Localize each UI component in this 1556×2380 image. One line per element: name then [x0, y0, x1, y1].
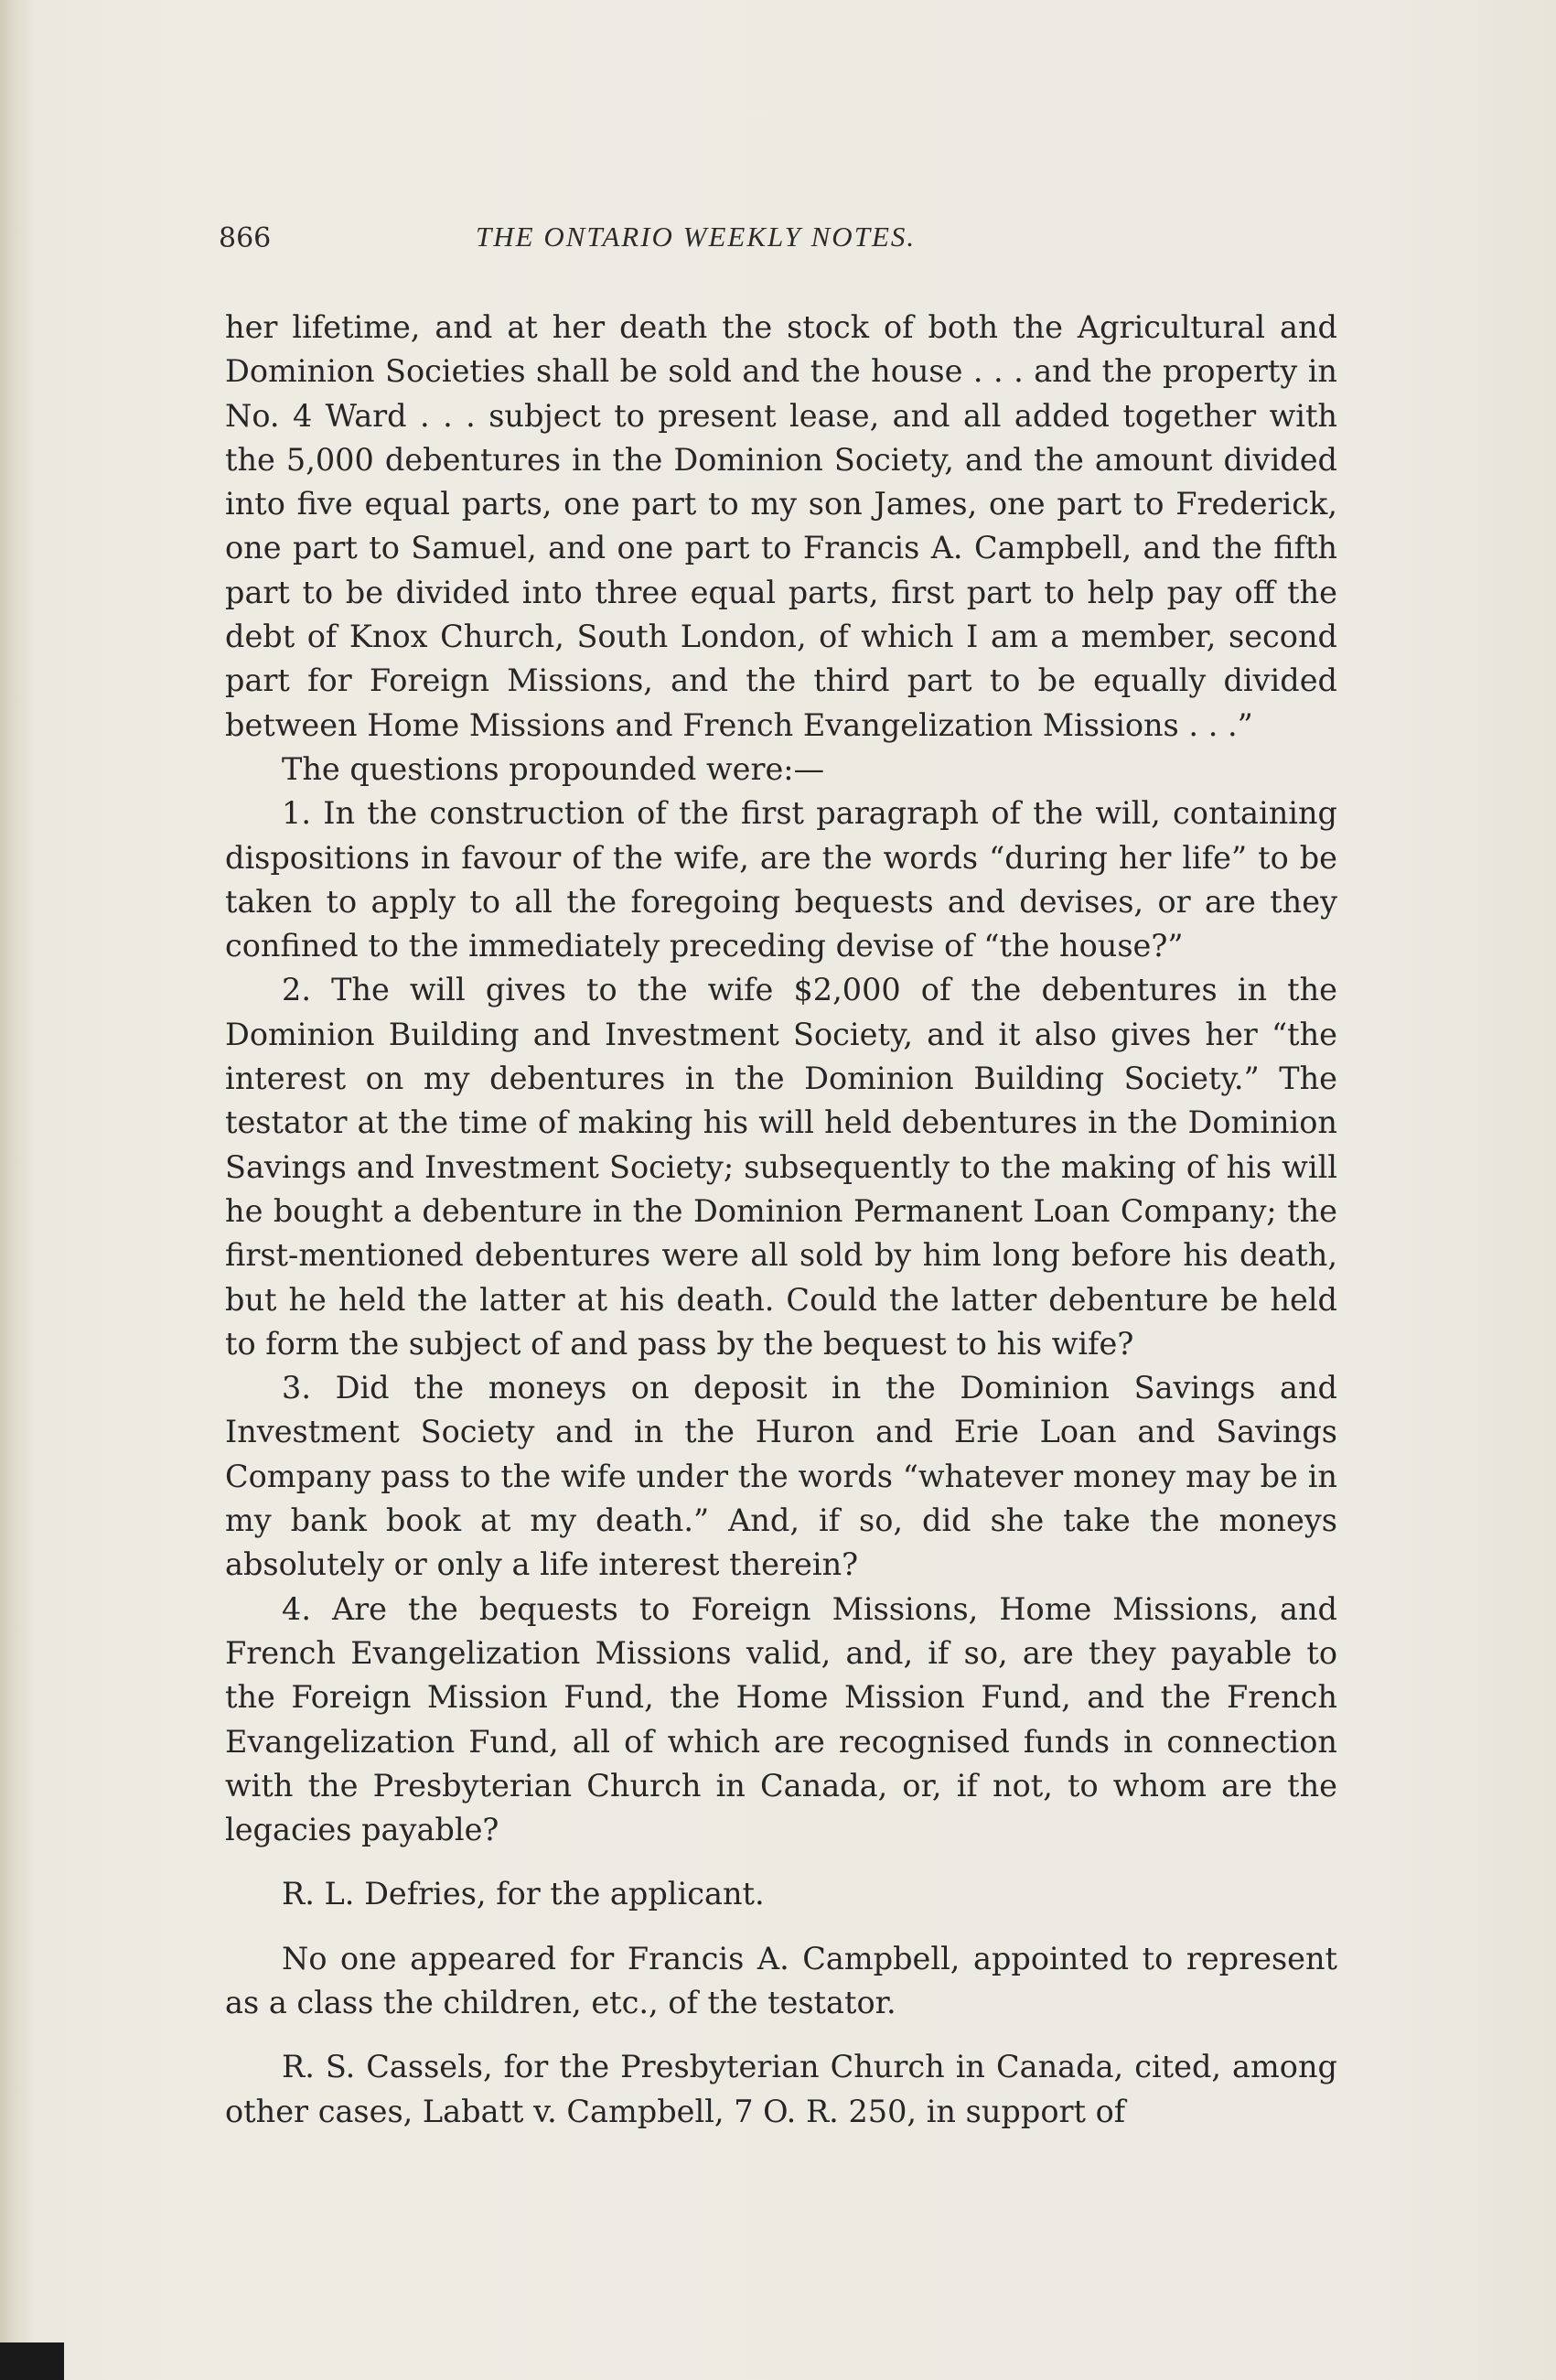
page-number: 866	[219, 222, 272, 254]
body-text	[225, 306, 1337, 2134]
paragraph-question-4: 4. Are the bequests to Foreign Missions, Home Missions, and French Evangelization Missions valid, and, if so, are they payable to the Foreign Mission Fund, the Home Mission Fund, and the French Evangelization Fund, all of which are recognised funds in connection with the Presbyterian Church in Canada, or, if not, to whom are the legacies payable?	[225, 1590, 1337, 1848]
paragraph-counsel-church: R. S. Cassels, for the Presbyterian Church in Canada, cited, among other cases, Labatt v. Campbell, 7 O. R. 250, in support of	[225, 2049, 1337, 2129]
paragraph-counsel-applicant: R. L. Defries, for the applicant.	[282, 1876, 765, 1912]
paragraph-questions-intro: The questions propounded were:—	[282, 750, 825, 787]
paragraph-will-continuation: her lifetime, and at her death the stock of both the Agricultural and Dominion Societies shall be sold and the house . . . and the property in No. 4 Ward . . . subject to present lease, and all added together with the 5,000 debentures in the Dominion Society, and the amount divided into five equal parts, one part to my son James, one part to Frederick, one part to Samuel, and one part to Francis A. Campbell, and the fifth part to be divided into three equal parts, first part to help pay off the debt of Knox Church, South London, of which I am a member, second part for Foreign Missions, and the third part to be equally divided between Home Missions and French Evangelization Missions . . .”	[225, 309, 1337, 743]
running-title: THE ONTARIO WEEKLY NOTES.	[476, 221, 917, 253]
paragraph-no-appearance: No one appeared for Francis A. Campbell, appointed to represent as a class the children, etc., of the testator.	[225, 1940, 1337, 2020]
paragraph-question-2: 2. The will gives to the wife $2,000 of the debentures in the Dominion Building and Investment Society, and it also gives her “the interest on my debentures in the Dominion Building Society.” The testator at the time of making his will held debentures in the Dominion Savings and Investment Society; subsequently to the making of his will he bought a debenture in the Dominion Permanent Loan Company; the first-mentioned debentures were all sold by him long before his death, but he held the latter at his death. Could the latter debenture be held to form the subject of and pass by the bequest to his wife?	[225, 972, 1337, 1362]
paragraph-question-3: 3. Did the moneys on deposit in the Dominion Savings and Investment Society and in the Huron and Erie Loan and Savings Company pass to the wife under the words “whatever money may be in my bank book at my death.” And, if so, did she take the moneys absolutely or only a life interest therein?	[225, 1370, 1337, 1583]
paragraph-question-1: 1. In the construction of the first paragraph of the will, containing dispositions in favour of the wife, are the words “during her life” to be taken to apply to all the foregoing bequests and devises, or are they confined to the immediately preceding devise of “the house?”	[225, 795, 1337, 964]
